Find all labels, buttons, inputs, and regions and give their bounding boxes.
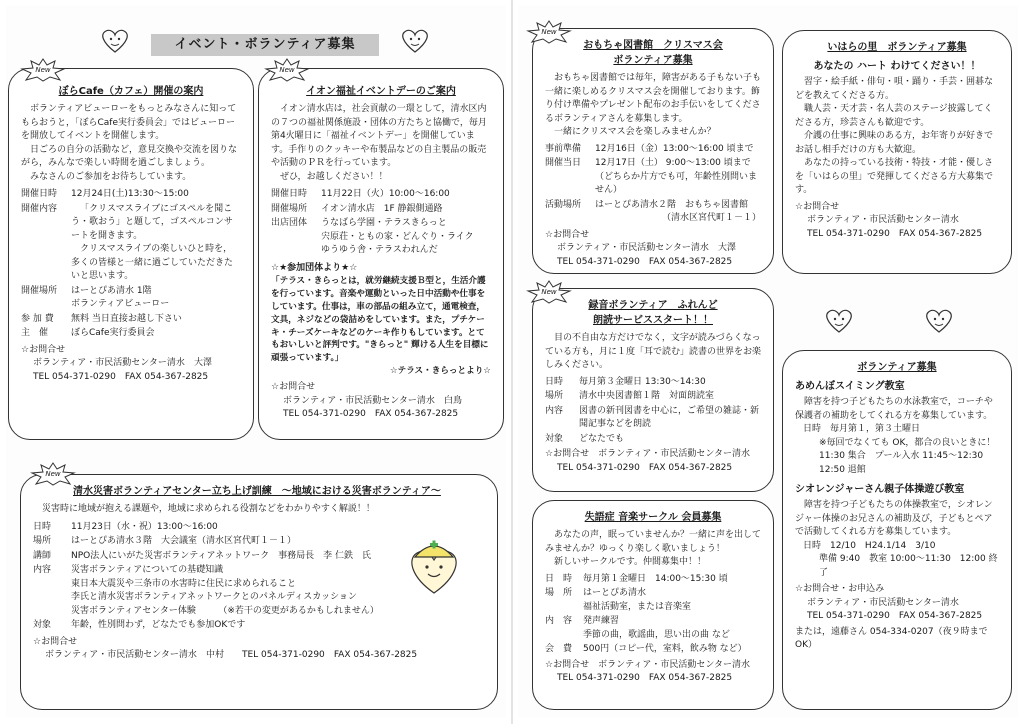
contact-label: ☆お問合せ (545, 229, 590, 240)
group-value: うなばら学園・テラスきらっと (321, 218, 447, 228)
toy-title: おもちゃ図書館 クリスマス会 (583, 40, 723, 51)
center-name: ボランティア・市民活動センター清水 (33, 358, 185, 368)
ihara-box (782, 30, 1012, 274)
tel-number: TEL 054-371-0290 (807, 611, 890, 621)
lecturer-label: 講師 (33, 550, 52, 561)
heart-mascot-icon (98, 26, 132, 54)
ihara-title: いはらの里 ボランティア募集 (827, 42, 967, 53)
disaster-lead: 災害時に地域が抱える課題や，地域に求められる役割などをわかりやすく解説！！ (42, 504, 375, 514)
ihara-text: 習字・絵手紙・俳句・唄・踊り・手芸・囲碁などを教えてくださる方。 (795, 77, 994, 101)
group-label: 出店団体 (271, 218, 308, 228)
target-value: 年齢，性別問わず，どなたでも参加OKです (71, 620, 246, 630)
bora-cafe-title: ぼらCafe（カフェ）開催の案内 (58, 86, 204, 97)
place-value: 福祉活動室，または音楽室 (583, 601, 692, 612)
ihara-title-sub: あなたの ハート わけてください！！ (813, 61, 981, 72)
contact-block (545, 229, 761, 270)
place-label: 開催場所 (21, 285, 58, 296)
contact-label: ☆お問合せ (795, 201, 840, 212)
swim-end: 12:50 退館 (819, 464, 866, 475)
tel-number: TEL 054-371-0290 (557, 673, 640, 683)
place-label: 場所 (33, 536, 52, 546)
ihara-text: 職人芸・天才芸・名人芸のステージ披露してくださる方，珍芸さんも歓迎です。 (795, 104, 993, 128)
music-box (532, 500, 774, 710)
place-label: 活動場所 (545, 199, 582, 210)
fee-label: 会 費 (545, 644, 573, 654)
contact-label: ☆お問合せ (271, 382, 316, 393)
volunteer-box (782, 350, 1012, 710)
page-fold (511, 0, 513, 724)
volunteer-title: ボランティア募集 (857, 362, 937, 373)
contact-line: ☆お問合せ ボランティア・市民活動センター清水 (545, 449, 750, 459)
contact-label: ☆お問合せ (21, 344, 66, 355)
date-value: 毎月第３金曜日 13:30～14:30 (579, 376, 706, 387)
fax-number: FAX 054-367-2825 (374, 409, 459, 420)
place-value: 清水中央図書館１階 対面朗読室 (579, 391, 715, 401)
music-text: あなたの声，眠っていませんか？一緒に声を出してみませんか？ゆっくり楽しく歌いましょう！ (545, 530, 762, 554)
reading-title: 録音ボランティア ふれんど (588, 300, 718, 311)
place-label: 開催場所 (271, 203, 308, 214)
contact-block (795, 201, 999, 242)
target-label: 対象 (545, 433, 564, 444)
fax-number: FAX 054-367-2825 (648, 673, 733, 683)
contact-block (795, 583, 999, 653)
center-name: ボランティア・市民活動センター清水 (807, 597, 959, 608)
toy-text: 一緒にクリスマス会を楽しみませんか？ (554, 127, 716, 137)
target-value: どなたでも (579, 433, 625, 444)
bora-cafe-box (8, 68, 254, 440)
fax-number: FAX 054-367-2825 (648, 462, 733, 473)
new-badge-label: New (541, 28, 557, 36)
date-label: 日時 (545, 376, 564, 387)
ihara-text: 介護の仕事に興味のある方，お年寄りが好きでお話し相手だけの方も大歓迎。 (795, 131, 994, 155)
new-badge (30, 462, 76, 486)
gym-date: 日時 12/10 H24.1/14 3/10 (803, 540, 936, 551)
new-badge (20, 58, 66, 82)
content-value: 季節の曲，歌謡曲，思い出の曲 など (583, 629, 730, 640)
fee-value: 500円（コピー代，室料，飲み物 など） (583, 644, 747, 654)
reading-text: 目の不自由な方だけでなく，文字が読みづらくなっている方も，月に１度「耳で読む」読書の世界をお楽しみください。 (545, 333, 762, 370)
new-badge (526, 20, 572, 44)
group-value: 宍原荘・ともの家・どんぐり・ライク (321, 231, 474, 242)
contact-block (21, 344, 241, 385)
group-value: ゆうゆう舎・テラスわれんだ (321, 245, 438, 255)
content-value: 災害ボランティアについての基礎知識 (71, 565, 224, 575)
contact-label: ☆お問合せ (33, 636, 78, 647)
content-label: 内容 (33, 565, 52, 575)
place-value: イオン清水店 1F 静銀側通路 (321, 203, 443, 214)
content-value: 東日本大震災や三条市の水害時に住民に求められること (71, 578, 297, 589)
heart-mascot-icon (398, 26, 432, 54)
contact-block (271, 381, 491, 422)
content-value: クリスマスライブの楽しいひと時を，多くの皆様と一緒に過ごしていただきたいと思います。 (71, 244, 234, 281)
tel-number: TEL 054-371-0290 (33, 371, 116, 382)
place-value: （清水区宮代町１－１） (661, 213, 761, 223)
heart-mascot-icon (822, 306, 856, 334)
host-label: 主 催 (21, 328, 49, 338)
contact-person: 中村 (205, 650, 224, 660)
gym-title: シオレンジャーさん親子体操遊び教室 (795, 484, 965, 495)
new-badge-label: New (35, 66, 51, 74)
fax-number: FAX 054-367-2825 (898, 228, 983, 239)
day-note: （どちらか片方でも可，年齢性別問いません） (595, 171, 758, 195)
prep-label: 事前準備 (545, 143, 582, 154)
contact-person: 大澤 (717, 243, 736, 253)
swim-title: あめんぼスイミング教室 (795, 381, 905, 392)
center-name: ボランティア・市民活動センター清水 (807, 215, 959, 225)
content-value: 災害ボランティアセンター体験 （※若干の変更があるかもしれません） (71, 605, 379, 616)
toy-text: おもちゃ図書館では毎年，障害がある子もない子も一緒に楽しめるクリスマス会を開催しております。飾り付け準備やプレゼント配布のお手伝いをしてくださるボランティアさんを募集します。 (545, 73, 762, 124)
day-value: 12月17日（土） 9:00～13:00 頃まで (595, 158, 751, 168)
heart-mascot-icon (922, 306, 956, 334)
reading-box (532, 288, 774, 492)
music-title: 失語症 音楽サークル 会員募集 (584, 512, 722, 523)
tel-number: TEL 054-371-0290 (807, 228, 890, 239)
place-label: 場 所 (545, 588, 573, 598)
reading-title-sub: 朗読サービススタート！！ (593, 315, 713, 326)
date-label: 開催日時 (21, 189, 58, 199)
fax-number: FAX 054-367-2825 (124, 371, 209, 382)
place-value: はーとぴあ清水 (583, 588, 647, 598)
content-value: 発声練習 (583, 616, 620, 626)
place-value: はーとぴあ清水２階 おもちゃ図書館 (595, 199, 749, 210)
date-value: 12月24日(土)13:30～15:00 (71, 189, 189, 199)
date-label: 日 時 (545, 573, 573, 584)
disaster-box (20, 474, 498, 710)
tel-number: TEL 054-371-0290 (283, 409, 366, 420)
prep-value: 12月16日（金）13:00～16:00 頃まで (595, 143, 754, 154)
new-badge-label: New (45, 470, 61, 478)
disaster-title: 清水災害ボランティアセンター立ち上げ訓練 ～地域における災害ボランティア～ (73, 486, 441, 497)
date-value: 11月23日（水・祝）13:00～16:00 (71, 521, 218, 532)
place-label: 場所 (545, 391, 564, 401)
date-label: 開催日時 (271, 189, 308, 199)
intro-from: ☆テラス・きらっとより☆ (389, 366, 491, 377)
date-value: 毎月第１金曜日 14:00～15:30 頃 (583, 573, 728, 584)
lecturer-value: NPO法人にいがた災害ボランティアネットワーク 事務局長 李 仁鉄 氏 (71, 550, 372, 561)
content-value: 李氏と清水災害ボランティアネットワークとのパネルディスカッション (71, 592, 357, 602)
new-badge (264, 58, 310, 82)
target-label: 対象 (33, 620, 52, 630)
contact-line: ☆お問合せ ボランティア・市民活動センター清水 (545, 659, 750, 670)
gym-time: 準備 9:40 教室 10:00～11:30 12:00 終了 (819, 554, 998, 578)
fax-number: FAX 054-367-2825 (333, 650, 418, 660)
aeon-text: イオン清水店は，社会貢献の一環として，清水区内の７つの福祉関係施設・団体の方たちと協働で，毎月第4火曜日に「福祉イベントデー」を開催しています。手作りのクッキーや布製品などの自主製品の販売や活動のＰＲを行っています。 (271, 104, 487, 168)
content-value: 「クリスマスライブにゴスペルを聞こう・歌おう」と題して，ゴスペルコンサートを開きます。 (71, 203, 233, 241)
new-badge-label: New (279, 66, 295, 74)
new-badge-label: New (541, 288, 557, 296)
aeon-text: ぜひ，お越しください！！ (280, 171, 388, 182)
right-page (518, 6, 1018, 718)
contact-label: ☆お問合せ・お申込み (795, 584, 885, 594)
new-badge (526, 280, 572, 304)
tel-number: TEL 054-371-0290 (557, 462, 640, 473)
fee-label: 参 加 費 (21, 313, 54, 324)
fee-value: 無料 当日直接お越し下さい (71, 313, 182, 324)
bora-cafe-text: ボランティアビューローをもっとみなさんに知ってもらおうと，「ぼらCafe実行委員会」ではビューローを開放してイベントを開催します。 (21, 104, 237, 141)
contact-person: 大澤 (193, 358, 212, 368)
music-text: 新しいサークルです。仲間募集中！！ (554, 557, 707, 567)
hardhat-mascot-icon (401, 533, 467, 599)
intro-text: 「テラス・きらっとは，就労継続支援Ｂ型と，生活介護を行っています。音楽や運動といった日中活動や仕事をしています。仕事は，車の部品の組み立て，通電検査，文具，ネジなどの袋詰めをしています。また，プチケーキ・チーズケーキなどのケーキ作りもしています。とてもおいしいと評判です。"きらっと" 輝ける人生を目標に頑張っています。」 (271, 276, 489, 364)
bora-cafe-text: 日ごろの自分の活動など，意見交換や交流を図りながら，みんなで楽しい時間を過ごしましょう。 (21, 144, 238, 168)
day-label: 開催当日 (545, 158, 582, 168)
tel-number: TEL 054-371-0290 (557, 256, 640, 267)
aeon-title: イオン福祉イベントデーのご案内 (306, 86, 456, 97)
center-name: ボランティア・市民活動センター清水 (283, 395, 435, 406)
swim-date: 日時 毎月第１，第３土曜日 (803, 424, 921, 434)
place-value: はーとぴあ清水３階 大会議室（清水区宮代町１－１） (71, 536, 297, 546)
content-value: 図書の新刊図書を中心に，ご希望の雑誌・新聞記事などを朗読 (579, 405, 760, 429)
banner-title: イベント・ボランティア募集 (151, 34, 379, 56)
center-name: ボランティア・市民活動センター清水 (557, 243, 709, 253)
swim-time: 11:30 集合 プール入水 11:45～12:30 (819, 451, 984, 461)
contact-person: 白鳥 (443, 395, 462, 406)
gym-text: 障害を持つ子どもたちの体操教室で，シオレンジャー体操のお兄さんの補助及び，子どもとペアで活動してくれる方を募集しています。 (795, 500, 993, 537)
left-page (6, 6, 506, 718)
bora-cafe-text: みなさんのご参加をお待ちしています。 (30, 171, 192, 182)
content-label: 内容 (545, 405, 564, 416)
date-label: 日時 (33, 521, 52, 532)
swim-text: 障害を持つ子どもたちの水泳教室で，コーチや保護者の補助をしてくれる方を募集しています。 (795, 397, 993, 421)
host-value: ぼらCafe実行委員会 (71, 328, 155, 338)
alt-contact: または，遠藤さん 054-334-0207（夜９時まで OK） (795, 626, 988, 650)
fax-number: FAX 054-367-2825 (898, 611, 983, 621)
content-label: 開催内容 (21, 203, 58, 214)
place-value: ボランティアビューロー (71, 299, 170, 309)
tel-number: TEL 054-371-0290 (241, 650, 325, 660)
aeon-box (258, 68, 504, 440)
intro-title: ☆★参加団体より★☆ (271, 262, 358, 273)
center-name: ボランティア・市民活動センター清水 (45, 650, 197, 660)
place-value: はーとぴあ清水 1階 (71, 285, 152, 296)
fax-number: FAX 054-367-2825 (648, 256, 733, 267)
contact-block (33, 636, 485, 663)
date-value: 11月22日（火）10:00～16:00 (321, 189, 450, 199)
ihara-text: あなたの持っている技術・特技・才能・優しさを「いはらの里」で発揮してくださる方大募集です。 (795, 158, 994, 195)
toy-title-sub: ボランティア募集 (613, 55, 693, 66)
content-label: 内 容 (545, 616, 573, 626)
toy-library-box (532, 28, 774, 274)
swim-note: ※毎回でなくても OK，都合の良いときに！ (819, 437, 996, 448)
